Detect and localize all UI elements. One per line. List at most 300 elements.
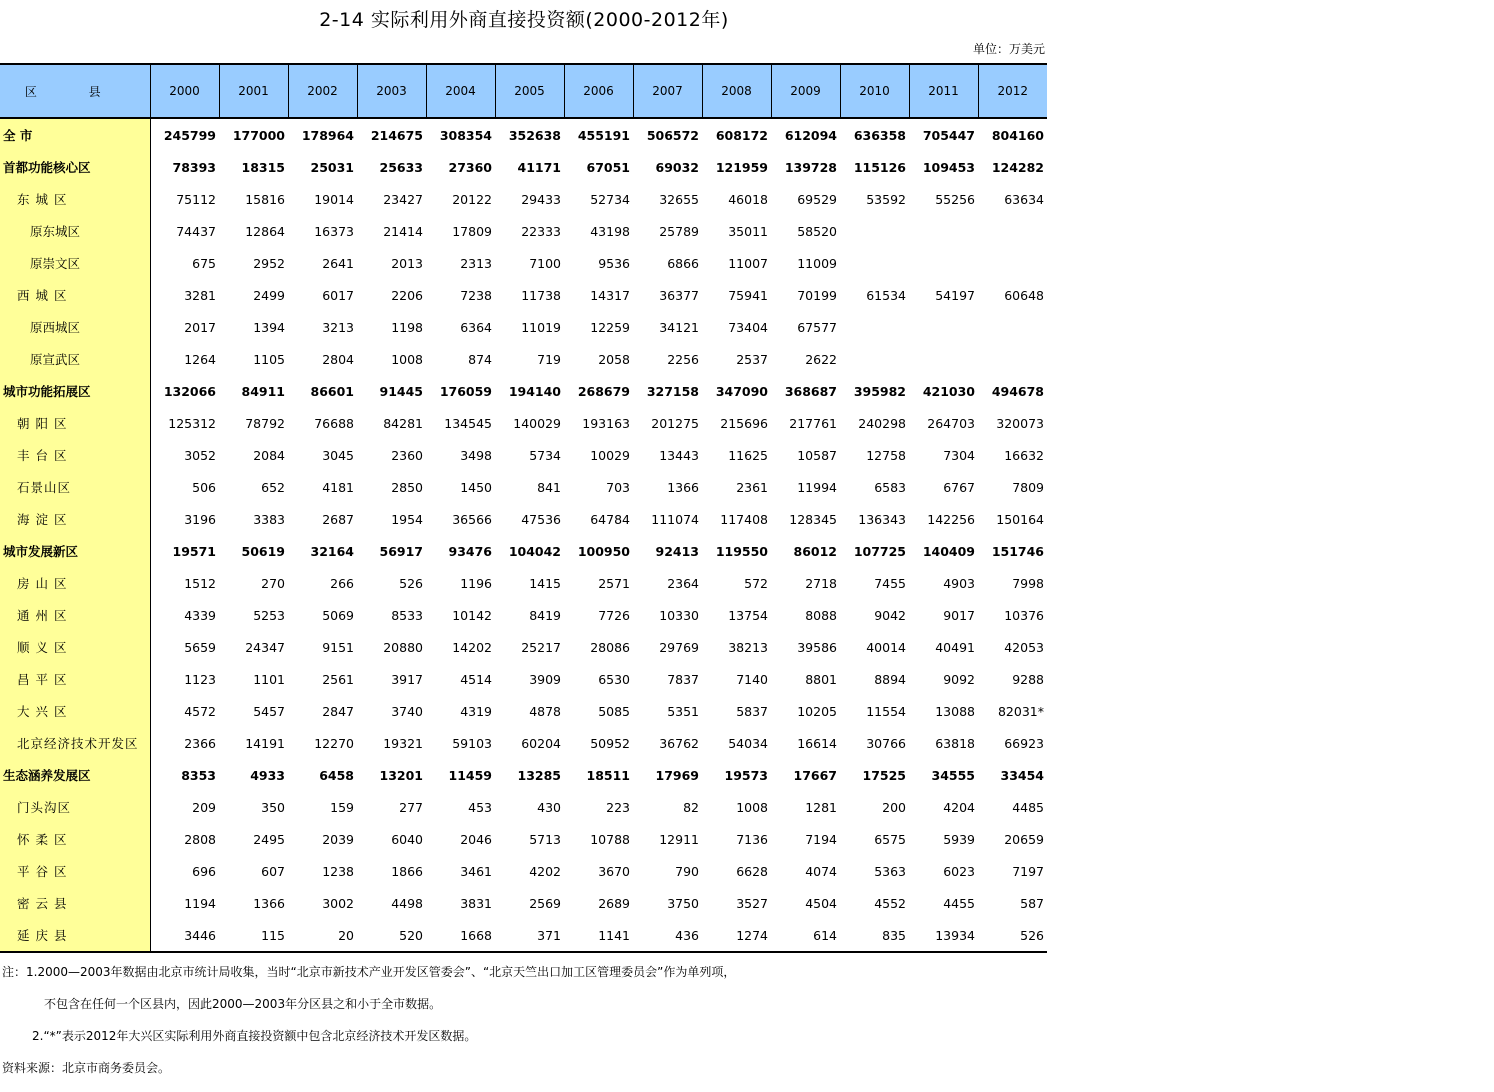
value-cell: 4202 [529,863,561,879]
value-cell: 75112 [176,191,216,207]
table-row [0,631,1047,663]
value-cell: 93476 [448,543,492,559]
value-cell: 13201 [379,767,423,783]
value-cell: 1668 [426,919,495,952]
value-cell: 6040 [391,831,423,847]
value-cell: 16632 [1004,447,1044,463]
value-cell: 1366 [253,895,285,911]
value-cell [840,311,909,343]
region-name: 房 山 区 [0,567,150,599]
value-cell: 39586 [797,639,837,655]
value-cell [909,311,978,343]
value-cell: 320073 [996,415,1044,431]
value-cell: 67577 [797,319,837,335]
value-cell: 10330 [659,607,699,623]
value-cell: 2360 [391,447,423,463]
fdi-table [0,63,1047,953]
value-cell: 36377 [659,287,699,303]
value-cell: 3670 [598,863,630,879]
value-cell: 28086 [590,639,630,655]
value-cell: 84281 [383,415,423,431]
value-cell: 652 [261,479,285,495]
value-cell: 4498 [391,895,423,911]
value-cell: 25789 [659,223,699,239]
value-cell: 3281 [184,287,216,303]
value-cell: 32164 [310,543,354,559]
value-cell: 3383 [253,511,285,527]
value-cell: 7100 [529,255,561,271]
value-cell: 1008 [391,351,423,367]
header-row [0,64,1047,118]
value-cell: 14317 [590,287,630,303]
value-cell: 2084 [253,447,285,463]
table-row [0,311,1047,343]
value-cell: 58520 [797,223,837,239]
value-cell: 159 [330,799,354,815]
value-cell: 9042 [874,607,906,623]
value-cell: 2537 [736,351,768,367]
table-row [0,695,1047,727]
value-cell: 4204 [943,799,975,815]
value-cell: 2495 [253,831,285,847]
value-cell: 5253 [253,607,285,623]
header-year: 2010 [840,64,909,118]
value-cell: 421030 [922,383,975,399]
value-cell: 1238 [322,863,354,879]
value-cell: 200 [882,799,906,815]
value-cell: 193163 [582,415,630,431]
value-cell: 15816 [245,191,285,207]
value-cell: 2361 [736,479,768,495]
value-cell: 1008 [736,799,768,815]
value-cell: 2017 [184,319,216,335]
value-cell: 12758 [866,447,906,463]
value-cell: 8533 [391,607,423,623]
value-cell: 27360 [448,159,492,175]
region-name: 东 城 区 [0,183,150,215]
value-cell: 1512 [184,575,216,591]
value-cell: 19321 [383,735,423,751]
value-cell: 790 [675,863,699,879]
header-year: 2009 [771,64,840,118]
value-cell: 32655 [659,191,699,207]
value-cell: 4878 [529,703,561,719]
value-cell: 436 [633,919,702,952]
value-cell: 23427 [383,191,423,207]
value-cell: 6767 [943,479,975,495]
value-cell: 4319 [460,703,492,719]
region-name: 首都功能核心区 [0,151,150,183]
value-cell: 1450 [460,479,492,495]
header-year: 2000 [150,64,219,118]
value-cell: 151746 [991,543,1044,559]
value-cell: 4903 [943,575,975,591]
value-cell: 5085 [598,703,630,719]
value-cell: 526 [399,575,423,591]
table-row [0,599,1047,631]
table-row [0,439,1047,471]
table-row [0,503,1047,535]
value-cell: 3196 [184,511,216,527]
value-cell: 874 [468,351,492,367]
value-cell: 2571 [598,575,630,591]
value-cell: 3002 [322,895,354,911]
value-cell: 4455 [943,895,975,911]
value-cell: 17809 [452,223,492,239]
region-name: 城市功能拓展区 [0,375,150,407]
value-cell: 25031 [310,159,354,175]
value-cell: 117408 [720,511,768,527]
value-cell: 2256 [667,351,699,367]
value-cell: 835 [840,919,909,952]
value-cell: 17969 [655,767,699,783]
value-cell: 7809 [1012,479,1044,495]
value-cell: 270 [261,575,285,591]
value-cell: 104042 [508,543,561,559]
table-row [0,343,1047,375]
unit-label: 单位：万美元 [972,42,1045,56]
value-cell: 61534 [866,287,906,303]
value-cell: 7140 [736,671,768,687]
value-cell: 395982 [853,383,906,399]
value-cell: 11994 [797,479,837,495]
value-cell: 9092 [943,671,975,687]
value-cell: 12259 [590,319,630,335]
notes [2,964,735,1092]
value-cell: 223 [606,799,630,815]
value-cell [840,215,909,247]
value-cell: 111074 [651,511,699,527]
value-cell: 430 [537,799,561,815]
value-cell: 347090 [715,383,768,399]
value-cell: 20 [288,919,357,952]
region-name: 全 市 [0,118,150,151]
value-cell: 1264 [184,351,216,367]
region-name: 大 兴 区 [0,695,150,727]
value-cell: 119550 [715,543,768,559]
value-cell: 10029 [590,447,630,463]
value-cell: 4485 [1012,799,1044,815]
value-cell: 7455 [874,575,906,591]
value-cell: 5837 [736,703,768,719]
table-row [0,791,1047,823]
value-cell: 2039 [322,831,354,847]
value-cell: 115 [219,919,288,952]
value-cell: 4933 [250,767,285,783]
value-cell: 1866 [391,863,423,879]
header-year: 2006 [564,64,633,118]
table-row [0,727,1047,759]
value-cell: 64784 [590,511,630,527]
region-name: 昌 平 区 [0,663,150,695]
value-cell: 3446 [150,919,219,952]
value-cell: 264703 [927,415,975,431]
value-cell: 1105 [253,351,285,367]
note-1: 注：1.2000—2003年数据由北京市统计局收集，当时“北京市新技术产业开发区管委会”、“北京天竺出口加工区管理委员会”作为单列项， [2,965,736,979]
header-year: 2011 [909,64,978,118]
table-row [0,215,1047,247]
value-cell: 13754 [728,607,768,623]
value-cell: 2499 [253,287,285,303]
value-cell: 5713 [529,831,561,847]
table-title: 2-14 实际利用外商直接投资额(2000-2012年) [319,9,729,31]
value-cell: 2689 [598,895,630,911]
value-cell: 368687 [784,383,837,399]
value-cell: 494678 [991,383,1044,399]
region-name: 门头沟区 [0,791,150,823]
value-cell: 19573 [724,767,768,783]
value-cell: 19014 [314,191,354,207]
value-cell: 1101 [253,671,285,687]
table-row [0,663,1047,695]
value-cell: 6866 [667,255,699,271]
value-cell: 7837 [667,671,699,687]
value-cell: 17667 [793,767,837,783]
value-cell: 675 [192,255,216,271]
value-cell [909,215,978,247]
value-cell: 12911 [659,831,699,847]
value-cell: 11007 [728,255,768,271]
value-cell: 33454 [1000,767,1044,783]
value-cell: 136343 [858,511,906,527]
value-cell: 4339 [184,607,216,623]
value-cell: 177000 [232,127,285,143]
value-cell: 506 [192,479,216,495]
table-row [0,279,1047,311]
value-cell: 107725 [853,543,906,559]
value-cell: 240298 [858,415,906,431]
value-cell: 371 [495,919,564,952]
value-cell: 9536 [598,255,630,271]
value-cell: 18315 [241,159,285,175]
value-cell: 53592 [866,191,906,207]
value-cell [978,311,1047,343]
value-cell: 5659 [184,639,216,655]
value-cell: 1415 [529,575,561,591]
value-cell: 40014 [866,639,906,655]
table-row [0,823,1047,855]
value-cell: 109453 [922,159,975,175]
value-cell: 55256 [935,191,975,207]
value-cell: 121959 [715,159,768,175]
value-cell: 78792 [245,415,285,431]
table-row [0,887,1047,919]
value-cell: 124282 [991,159,1044,175]
value-cell: 2850 [391,479,423,495]
value-cell: 719 [537,351,561,367]
value-cell [978,343,1047,375]
value-cell: 587 [1020,895,1044,911]
value-cell: 43198 [590,223,630,239]
value-cell: 30766 [866,735,906,751]
table-row [0,759,1047,791]
value-cell: 3213 [322,319,354,335]
header-year: 2001 [219,64,288,118]
value-cell: 3750 [667,895,699,911]
value-cell: 54034 [728,735,768,751]
value-cell: 73404 [728,319,768,335]
value-cell: 54197 [935,287,975,303]
value-cell: 11554 [866,703,906,719]
value-cell: 2313 [460,255,492,271]
value-cell: 1274 [702,919,771,952]
value-cell: 1196 [460,575,492,591]
table-row [0,118,1047,151]
value-cell [840,247,909,279]
region-name: 生态涵养发展区 [0,759,150,791]
value-cell: 20659 [1004,831,1044,847]
value-cell: 20122 [452,191,492,207]
value-cell [978,247,1047,279]
value-cell: 4181 [322,479,354,495]
value-cell: 10587 [797,447,837,463]
value-cell: 277 [399,799,423,815]
value-cell: 3498 [460,447,492,463]
value-cell: 66923 [1004,735,1044,751]
value-cell: 8419 [529,607,561,623]
value-cell: 5939 [943,831,975,847]
value-cell: 50619 [241,543,285,559]
value-cell: 35011 [728,223,768,239]
value-cell: 455191 [577,127,630,143]
region-name: 怀 柔 区 [0,823,150,855]
value-cell: 2718 [805,575,837,591]
value-cell: 2364 [667,575,699,591]
value-cell: 2641 [322,255,354,271]
value-cell: 4572 [184,703,216,719]
value-cell: 607 [261,863,285,879]
value-cell: 34555 [931,767,975,783]
value-cell: 7197 [1012,863,1044,879]
value-cell: 453 [468,799,492,815]
value-cell: 636358 [853,127,906,143]
value-cell: 6628 [736,863,768,879]
value-cell: 69032 [655,159,699,175]
value-cell: 2847 [322,703,354,719]
value-cell: 7726 [598,607,630,623]
value-cell: 6575 [874,831,906,847]
value-cell: 696 [192,863,216,879]
value-cell: 7238 [460,287,492,303]
source-note: 资料来源：北京市商务委员会。 [2,1061,171,1075]
value-cell: 841 [537,479,561,495]
value-cell: 2804 [322,351,354,367]
value-cell: 268679 [577,383,630,399]
value-cell: 506572 [646,127,699,143]
value-cell: 69529 [797,191,837,207]
value-cell: 6530 [598,671,630,687]
value-cell: 59103 [452,735,492,751]
value-cell [978,215,1047,247]
value-cell [909,343,978,375]
header-year: 2005 [495,64,564,118]
value-cell: 3740 [391,703,423,719]
value-cell: 1394 [253,319,285,335]
value-cell: 215696 [720,415,768,431]
value-cell: 142256 [927,511,975,527]
value-cell: 36566 [452,511,492,527]
region-name: 城市发展新区 [0,535,150,567]
value-cell: 201275 [651,415,699,431]
value-cell: 4074 [805,863,837,879]
value-cell: 217761 [789,415,837,431]
region-name: 朝 阳 区 [0,407,150,439]
value-cell: 11019 [521,319,561,335]
value-cell: 209 [192,799,216,815]
header-year: 2012 [978,64,1047,118]
value-cell: 7194 [805,831,837,847]
value-cell: 29769 [659,639,699,655]
value-cell: 115126 [853,159,906,175]
value-cell: 245799 [163,127,216,143]
value-cell: 13088 [935,703,975,719]
value-cell: 1198 [391,319,423,335]
value-cell: 5457 [253,703,285,719]
value-cell: 13934 [909,919,978,952]
value-cell: 56917 [379,543,423,559]
value-cell: 11009 [797,255,837,271]
value-cell [840,343,909,375]
region-name: 顺 义 区 [0,631,150,663]
value-cell: 308354 [439,127,492,143]
value-cell: 70199 [797,287,837,303]
value-cell: 4552 [874,895,906,911]
header-year: 2002 [288,64,357,118]
region-name: 原宣武区 [0,343,150,375]
value-cell: 74437 [176,223,216,239]
value-cell: 7304 [943,447,975,463]
value-cell: 214675 [370,127,423,143]
value-cell: 100950 [577,543,630,559]
value-cell: 139728 [784,159,837,175]
value-cell: 63634 [1004,191,1044,207]
value-cell: 2569 [529,895,561,911]
table-row [0,151,1047,183]
value-cell: 16373 [314,223,354,239]
value-cell: 352638 [508,127,561,143]
value-cell: 11459 [448,767,492,783]
header-year: 2007 [633,64,702,118]
region-name: 平 谷 区 [0,855,150,887]
value-cell: 29433 [521,191,561,207]
value-cell: 3831 [460,895,492,911]
value-cell: 350 [261,799,285,815]
value-cell: 1194 [184,895,216,911]
table-row [0,855,1047,887]
value-cell: 40491 [935,639,975,655]
value-cell: 194140 [508,383,561,399]
value-cell: 18511 [586,767,630,783]
value-cell: 3527 [736,895,768,911]
table-row [0,247,1047,279]
table-row [0,471,1047,503]
value-cell: 60648 [1004,287,1044,303]
value-cell: 125312 [168,415,216,431]
value-cell: 8353 [181,767,216,783]
value-cell: 4504 [805,895,837,911]
value-cell: 25217 [521,639,561,655]
value-cell: 10788 [590,831,630,847]
value-cell: 327158 [646,383,699,399]
value-cell: 38213 [728,639,768,655]
value-cell: 22333 [521,223,561,239]
value-cell: 3052 [184,447,216,463]
region-name: 延 庆 县 [0,919,150,952]
value-cell: 612094 [784,127,837,143]
value-cell: 5734 [529,447,561,463]
region-name: 北京经济技术开发区 [0,727,150,759]
value-cell: 2058 [598,351,630,367]
